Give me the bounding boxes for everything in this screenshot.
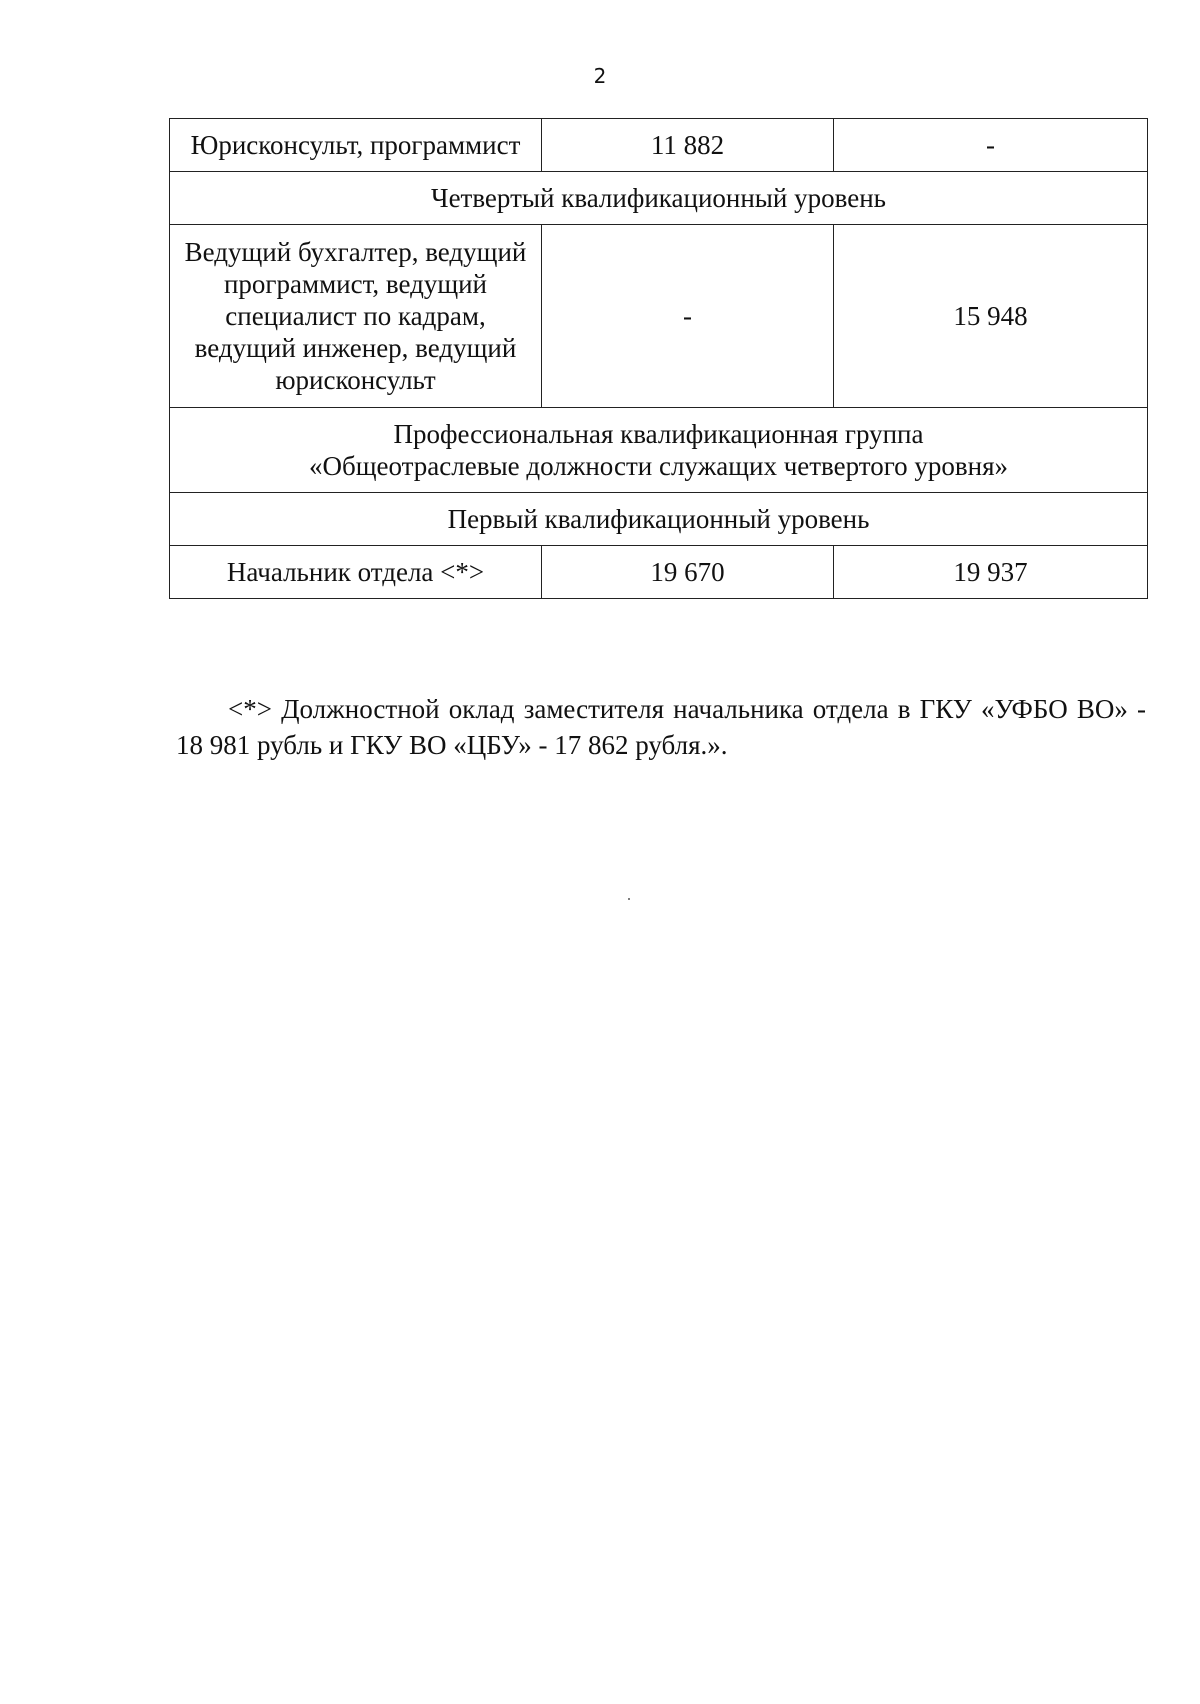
position-line: ведущий инженер, ведущий [194,333,517,363]
group-line: «Общеотраслевые должности служащих четвертого уровня» [309,451,1008,481]
salary-cell: 19 670 [542,546,834,599]
table-row [170,119,1148,172]
salary-cell: 11 882 [542,119,834,172]
qualification-level-header: Четвертый квалификационный уровень [170,172,1148,225]
position-line: Ведущий бухгалтер, ведущий [184,237,527,267]
footnote: <*> Должностной оклад заместителя начальника отдела в ГКУ «УФБО ВО» - 18 981 рубль и ГКУ ВО «ЦБУ» - 17 862 рубля.». [176,694,1146,760]
salary-table [169,118,1148,599]
position-line: специалист по кадрам, [225,301,486,331]
scan-speck [628,898,630,900]
salary-cell: - [834,119,1148,172]
page-number: 2 [593,64,607,88]
table-row [170,493,1148,546]
table-row [170,225,1148,408]
qualification-group-header [170,408,1148,493]
position-cell [170,225,542,408]
position-line: юрисконсульт [275,365,436,395]
table-row [170,172,1148,225]
table-row [170,408,1148,493]
group-line: Профессиональная квалификационная группа [393,419,924,449]
salary-cell: 15 948 [834,225,1148,408]
qualification-level-header: Первый квалификационный уровень [170,493,1148,546]
salary-cell: 19 937 [834,546,1148,599]
position-line: программист, ведущий [223,269,488,299]
position-cell: Начальник отдела <*> [170,546,542,599]
position-cell: Юрисконсульт, программист [170,119,542,172]
salary-cell: - [542,225,834,408]
table-row [170,546,1148,599]
